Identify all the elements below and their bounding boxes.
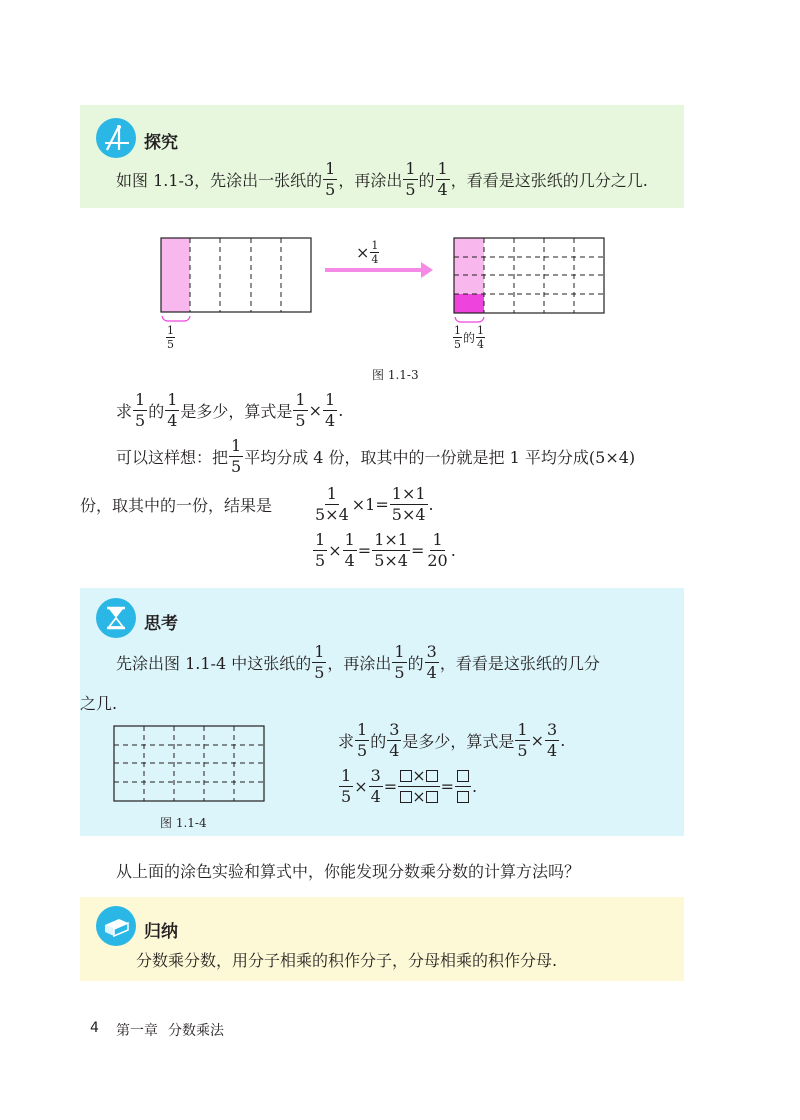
fraction-one-quarter <box>436 158 450 199</box>
equals-sign: = <box>383 776 398 796</box>
fraction <box>390 483 428 524</box>
text: ×1= <box>351 494 389 514</box>
text: 从上面的涂色实验和算式中，你能发现分数乘分数的计算方法吗？ <box>116 861 581 881</box>
blank-box[interactable] <box>457 791 469 803</box>
blank-box[interactable] <box>400 770 412 782</box>
think-equation <box>338 764 477 808</box>
numerator: 1×1 <box>374 529 408 549</box>
fraction-one-quarter <box>343 529 357 570</box>
paper-left-fold-lines <box>190 238 281 312</box>
fraction-one-twentieth <box>425 529 449 570</box>
denominator: 5 <box>325 179 336 199</box>
numerator: 1 <box>357 719 368 739</box>
question-line <box>116 388 343 432</box>
numerator: 1 <box>344 529 355 549</box>
denominator: 4 <box>371 252 379 266</box>
fraction-one-quarter <box>165 389 179 430</box>
denominator: 4 <box>426 662 437 682</box>
fraction-one-fifth <box>392 641 406 682</box>
times-sign: × <box>356 242 370 262</box>
denominator: 4 <box>325 410 336 430</box>
hourglass-icon <box>96 598 136 638</box>
denominator: 5 <box>315 550 326 570</box>
text: 的 <box>370 731 387 751</box>
text: 份，取其中的一份，结果是 <box>80 495 273 515</box>
text: 分数乘分数，用分子相乘的积作分子，分母相乘的积作分母. <box>136 950 558 970</box>
times-sign: × <box>530 730 545 750</box>
discover-question <box>116 856 580 884</box>
times-sign: × <box>308 400 323 420</box>
numerator: 1 <box>454 323 461 337</box>
text: . <box>428 494 434 514</box>
denominator: 5 <box>341 786 352 806</box>
think-line-2 <box>80 482 272 526</box>
blank-numerator <box>455 768 471 787</box>
denominator: 5 <box>135 410 146 430</box>
blank-box[interactable] <box>426 770 438 782</box>
denominator: 5 <box>231 456 242 476</box>
think-text <box>116 640 600 684</box>
left-label <box>165 322 176 352</box>
text: . <box>450 540 456 560</box>
numerator: 1 <box>517 719 528 739</box>
numerator: 3 <box>547 719 558 739</box>
left-label-fraction <box>166 325 175 350</box>
text: 是多少，算式是 <box>402 731 515 751</box>
numerator: 1 <box>437 158 448 178</box>
text: 求 <box>338 731 355 751</box>
text: 平均分成 4 份，取其中的一份就是把 1 平均分成(5×4) <box>244 447 636 467</box>
explore-text-2: ，再涂出 <box>338 170 403 190</box>
numerator: 1 <box>231 435 242 455</box>
numerator: 3 <box>426 641 437 661</box>
fraction-one-fifth <box>133 389 147 430</box>
denominator: 4 <box>344 550 355 570</box>
fraction-one-fifth <box>229 435 243 476</box>
right-label-fraction-1 <box>453 325 462 350</box>
text: 之几. <box>80 693 118 713</box>
figure-1-1-4 <box>110 722 270 806</box>
numerator: 3 <box>370 765 381 785</box>
chapter-label: 第一章 <box>116 1023 158 1039</box>
blank-box[interactable] <box>457 770 469 782</box>
right-label <box>452 322 486 352</box>
fraction-one-fifth <box>355 719 369 760</box>
fraction <box>313 483 351 524</box>
fraction-one-quarter <box>323 389 337 430</box>
denominator: 5 <box>357 740 368 760</box>
denominator: 5 <box>405 179 416 199</box>
text: 是多少，算式是 <box>180 401 293 421</box>
compass-icon <box>96 118 136 158</box>
numerator: 1 <box>325 389 336 409</box>
figure-1-1-3 <box>150 228 620 368</box>
denominator: 4 <box>437 179 448 199</box>
denominator: 5 <box>394 662 405 682</box>
explore-text-1: 如图 1.1-3，先涂出一张纸的 <box>116 170 323 190</box>
equals-sign: = <box>357 540 372 560</box>
denominator: 4 <box>167 410 178 430</box>
numerator: 1 <box>315 529 326 549</box>
blank-fraction <box>398 765 439 806</box>
shaded-one-fifth-right <box>454 238 484 294</box>
equals-sign: = <box>410 540 425 560</box>
text: 可以这样想：把 <box>116 447 229 467</box>
fraction-one-fifth <box>403 158 417 199</box>
equation-1 <box>312 482 434 526</box>
summary-title: 归纳 <box>144 922 178 942</box>
blank-denominator <box>455 787 471 805</box>
section-label: 分数乘法 <box>168 1023 224 1039</box>
text: . <box>560 730 566 750</box>
denominator: 4 <box>547 740 558 760</box>
times-sign: × <box>328 540 342 560</box>
numerator: 1 <box>314 641 325 661</box>
denominator: 5×4 <box>374 550 408 570</box>
denominator: 4 <box>389 740 400 760</box>
equals-sign: = <box>440 776 454 796</box>
denominator: 4 <box>370 786 381 806</box>
denominator: 5 <box>314 662 325 682</box>
numerator: 1 <box>432 529 443 549</box>
denominator: 5×4 <box>315 504 349 524</box>
fraction-one-fifth <box>323 158 337 199</box>
equation-2 <box>312 528 456 572</box>
text: 的 <box>407 653 424 673</box>
figure-1-1-4-caption: 图 1.1-4 <box>160 816 207 830</box>
numerator: 1 <box>477 323 485 337</box>
fraction-three-quarters <box>369 765 383 806</box>
page-number: 4 <box>90 1020 99 1036</box>
text: ，看看是这张纸的几分 <box>439 653 600 673</box>
numerator: 1 <box>295 389 306 409</box>
arrow-head-icon <box>421 262 433 278</box>
fraction-one-fifth <box>515 719 529 760</box>
text: 求 <box>116 401 133 421</box>
fraction-one-fifth <box>312 641 326 682</box>
book-icon <box>96 906 136 946</box>
denominator: 4 <box>477 337 485 351</box>
text: 先涂出图 1.1-4 中这张纸的 <box>116 653 312 673</box>
blank-box[interactable] <box>400 791 412 803</box>
fold-lines <box>114 726 264 801</box>
fraction-three-quarters <box>425 641 439 682</box>
numerator: 1 <box>341 765 352 785</box>
fraction-one-fifth <box>339 765 353 806</box>
blank-denominator <box>398 787 439 805</box>
times-sign: × <box>412 765 426 785</box>
denominator: 5 <box>517 740 528 760</box>
fraction-three-quarters <box>387 719 401 760</box>
explore-text-4: ，看看是这张纸的几分之几. <box>450 170 648 190</box>
fraction <box>372 529 410 570</box>
summary-text <box>136 946 557 972</box>
text: ，再涂出 <box>327 653 392 673</box>
times-sign: × <box>412 786 426 806</box>
denominator: 5 <box>167 337 174 351</box>
denominator: 5 <box>454 337 461 351</box>
arrow-shaft <box>325 268 423 272</box>
blank-box[interactable] <box>426 791 438 803</box>
think-question <box>338 718 565 762</box>
shaded-one-twentieth <box>454 294 484 313</box>
think-line <box>116 434 635 478</box>
text: . <box>338 400 344 420</box>
numerator: 1 <box>167 389 178 409</box>
denominator: 5 <box>295 410 306 430</box>
blank-numerator <box>398 765 439 787</box>
numerator: 1 <box>371 238 379 252</box>
explore-title: 探究 <box>144 133 178 153</box>
numerator: 3 <box>389 719 400 739</box>
numerator: 1 <box>135 389 146 409</box>
numerator: 1 <box>405 158 416 178</box>
fraction-one-fifth <box>313 529 327 570</box>
right-label-de: 的 <box>463 330 476 345</box>
explore-text <box>116 157 648 201</box>
numerator: 1×1 <box>391 483 426 503</box>
right-label-fraction-2 <box>476 325 485 350</box>
brace-left <box>162 316 190 321</box>
arrow-label <box>356 238 380 266</box>
text: . <box>472 776 478 796</box>
think-text-2 <box>80 688 117 716</box>
arrow-fraction <box>370 240 379 265</box>
numerator: 1 <box>326 483 337 503</box>
numerator: 1 <box>167 323 174 337</box>
numerator: 1 <box>325 158 336 178</box>
denominator: 20 <box>427 550 448 570</box>
fraction-one-fifth <box>293 389 307 430</box>
fraction-three-quarters <box>545 719 559 760</box>
times-sign: × <box>354 776 368 796</box>
explore-text-3: 的 <box>418 170 435 190</box>
think-title: 思考 <box>144 614 178 634</box>
denominator: 5×4 <box>391 504 426 524</box>
figure-1-1-3-caption: 图 1.1-3 <box>372 368 419 382</box>
text: 的 <box>148 401 165 421</box>
numerator: 1 <box>394 641 405 661</box>
blank-result-fraction <box>455 768 471 805</box>
shaded-one-fifth <box>161 238 190 312</box>
